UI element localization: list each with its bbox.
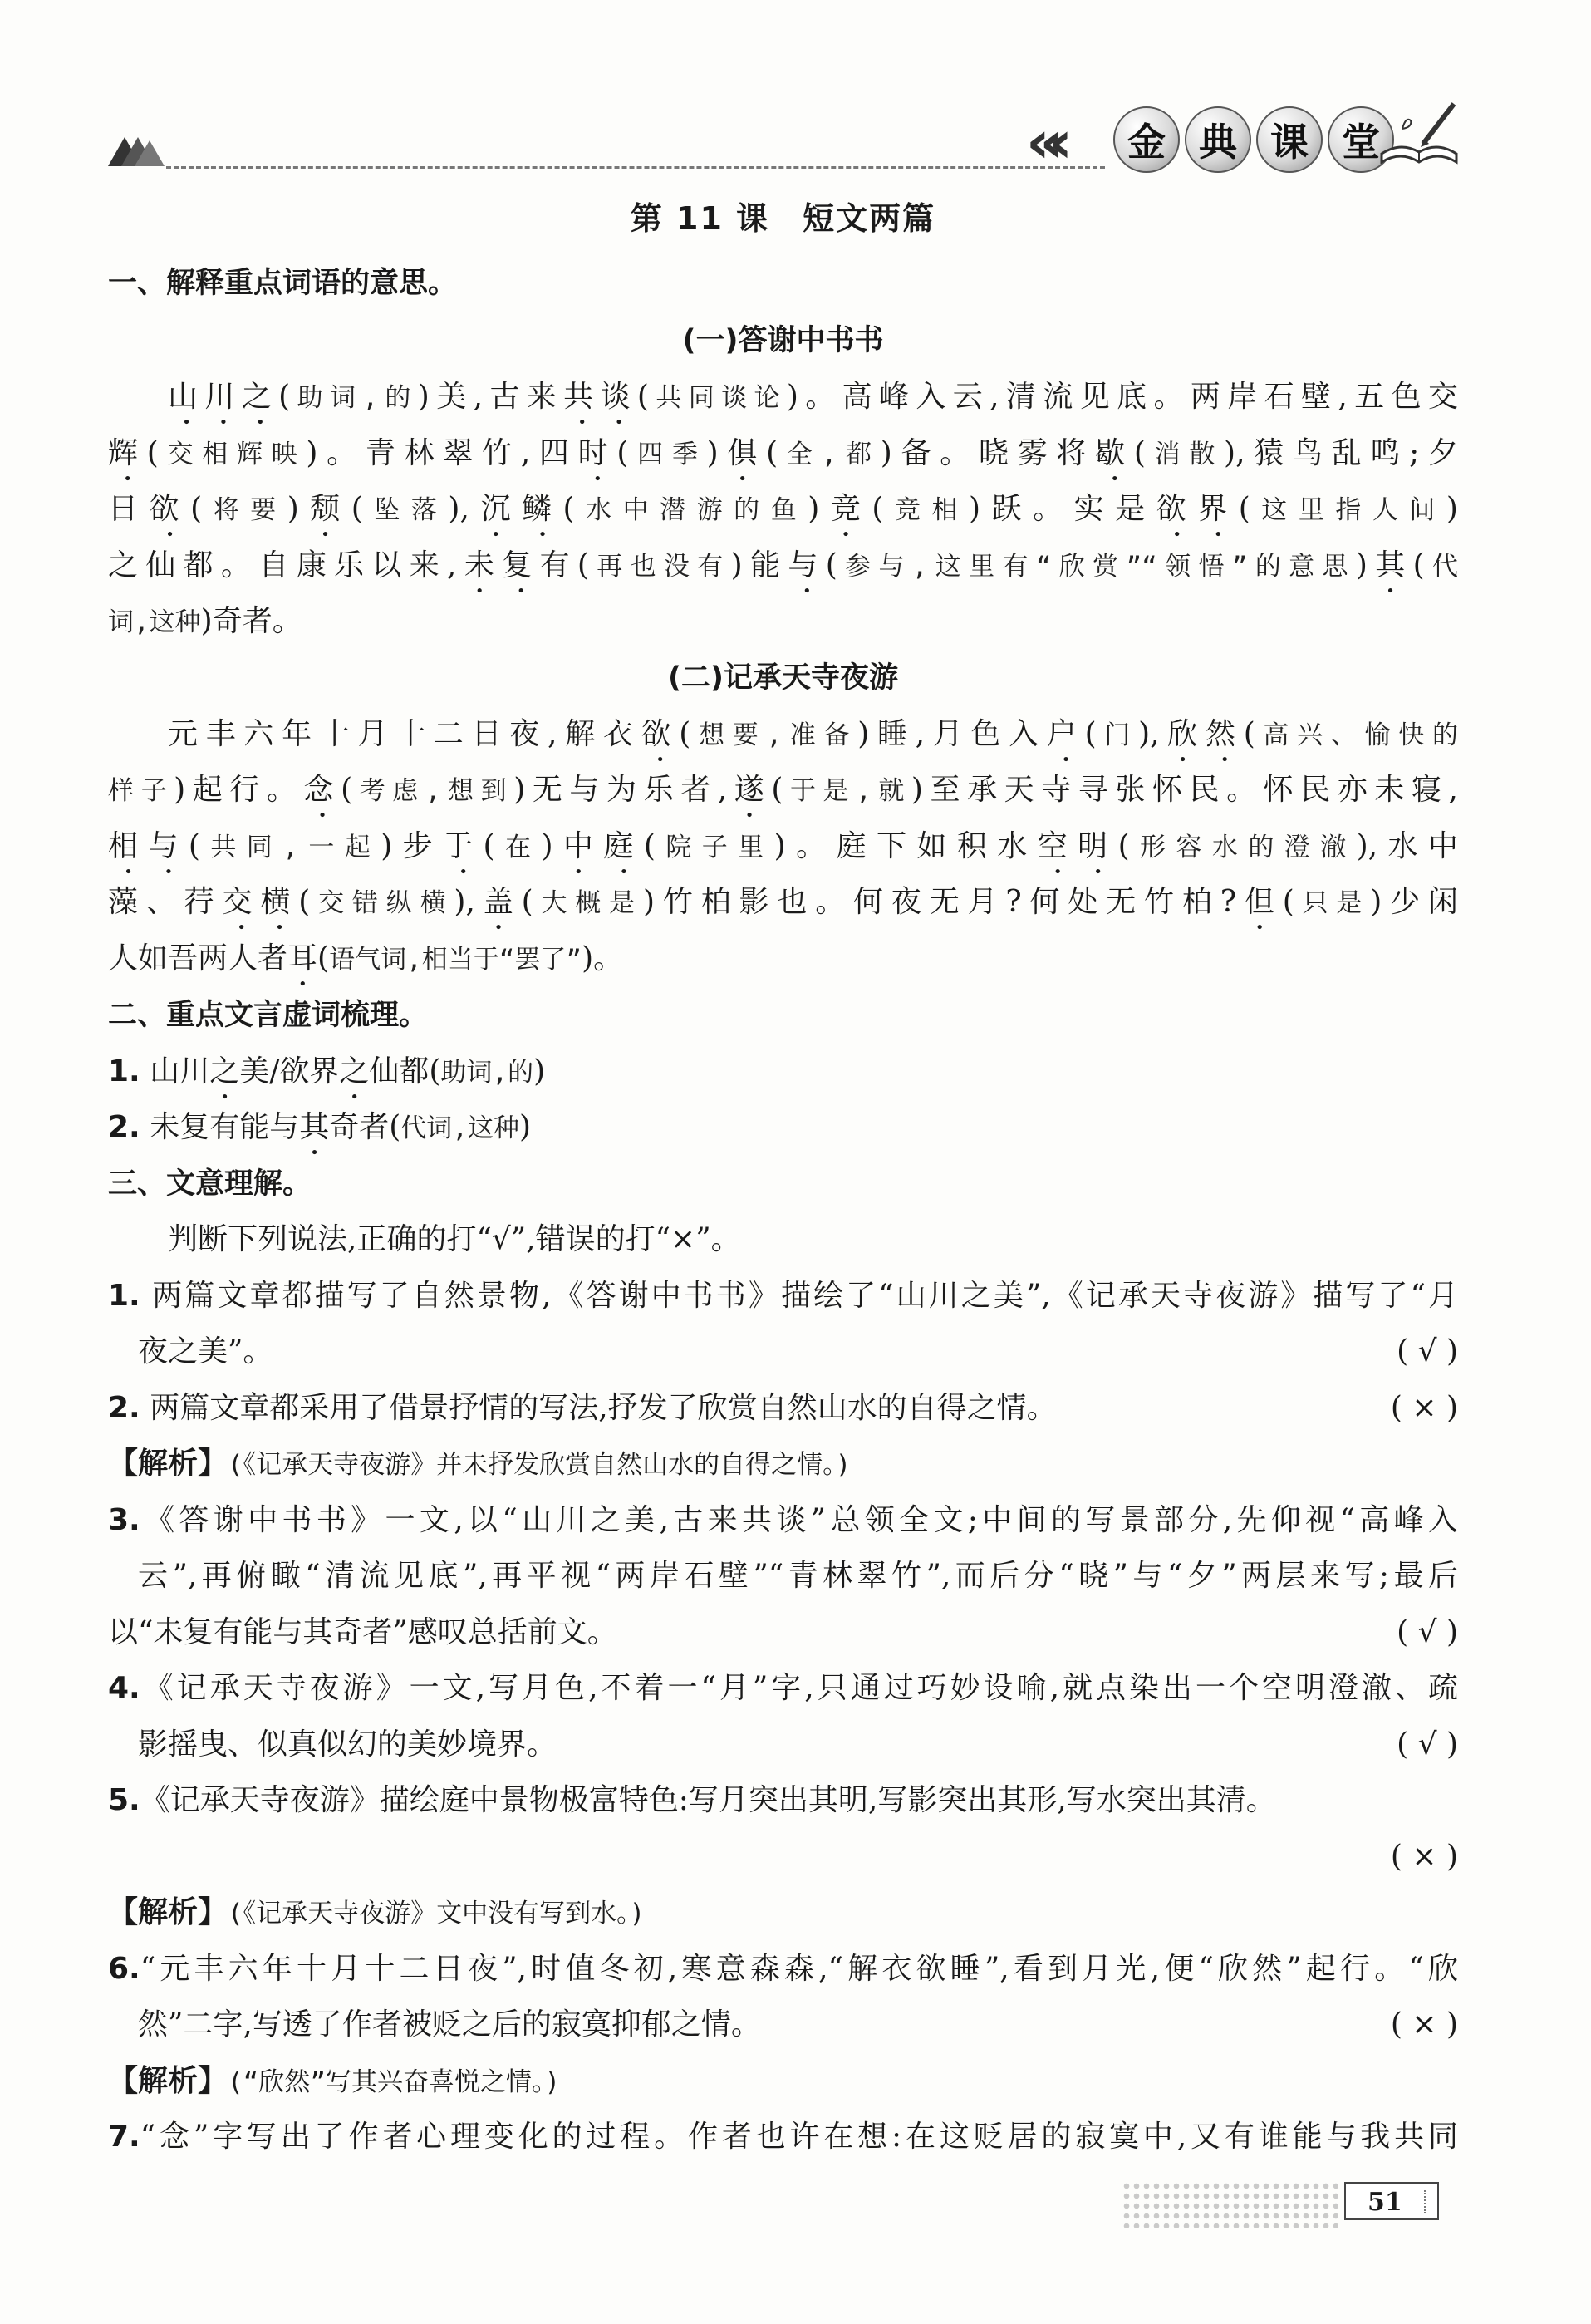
- text: )睡,月色入: [857, 717, 1047, 751]
- term: 山川: [168, 380, 242, 414]
- answer: 将要: [202, 495, 287, 525]
- text: )竹柏影也。何夜无月?何处无竹柏?: [642, 885, 1237, 919]
- passage2-line: [108, 826, 1458, 881]
- text: )奇者。: [200, 604, 302, 638]
- text: ): [287, 492, 299, 526]
- text: 美/欲界: [239, 1054, 340, 1088]
- analysis-tag: 【解析】: [108, 1895, 228, 1929]
- brand-badge: 典: [1185, 106, 1251, 173]
- text: )。: [582, 941, 624, 975]
- term: 交横: [222, 885, 299, 919]
- text: (: [872, 492, 884, 526]
- text: )备。晓雾将: [880, 436, 1096, 470]
- text: (: [1412, 548, 1425, 582]
- passage1-line: [108, 601, 1458, 643]
- brand-badges: [1113, 106, 1394, 173]
- term: 欣然: [1159, 717, 1244, 751]
- term: 中庭: [552, 829, 644, 863]
- text: 日: [108, 492, 150, 526]
- text: 仙都(: [369, 1054, 441, 1088]
- text: ): [533, 1054, 546, 1088]
- term: 之: [241, 380, 279, 414]
- text: )。青林翠竹,四: [306, 436, 578, 470]
- text: 藻、荇: [108, 885, 223, 919]
- answer-mark: ( × ): [1390, 1840, 1458, 1874]
- question: [108, 1780, 1458, 1821]
- answer: 语气词,相当于“罢了”: [329, 945, 582, 975]
- text: )。高峰入云,清流见底。两岸石壁,五色交: [786, 380, 1458, 414]
- text: 人如吾两人者: [108, 941, 288, 975]
- passage2-line: [108, 938, 1458, 993]
- text: (: [643, 829, 656, 863]
- question: [108, 2116, 1458, 2158]
- list-item: [108, 1051, 1458, 1106]
- brand-badge: 金: [1113, 106, 1180, 173]
- lesson-title: 第 11 课 短文两篇: [630, 200, 936, 237]
- text: 《记承天寺夜游》一文,写月色,不着一“月”字,只通过巧妙设喻,就点染出一个空明澄澈、疏: [140, 1671, 1458, 1705]
- answer: 高兴、愉快的: [1255, 720, 1458, 750]
- passage1-line: [108, 433, 1458, 488]
- text: 然”二字,写透了作者被贬之后的寂寞抑郁之情。: [138, 2007, 761, 2041]
- term: 遂: [727, 773, 772, 807]
- text: )少闲: [1370, 885, 1458, 919]
- answer: 坠落: [362, 495, 449, 525]
- passage1-line: [108, 545, 1458, 600]
- question-cont: [108, 1555, 1458, 1597]
- answer: 大概是: [533, 888, 643, 918]
- term: 空明: [1037, 829, 1118, 863]
- answer: 院子里: [655, 833, 774, 862]
- term: 时: [577, 436, 617, 470]
- answer: 助词,的: [290, 383, 418, 413]
- text: ),: [1138, 717, 1160, 751]
- passage2-line: [108, 769, 1458, 824]
- answer: 水中潜游的鱼: [574, 495, 808, 525]
- text: (: [1282, 885, 1294, 919]
- term: 其: [1367, 548, 1413, 582]
- double-chevron-icon: «‹: [1026, 108, 1058, 176]
- text: (: [188, 829, 200, 863]
- text: (: [483, 829, 495, 863]
- question: [108, 1275, 1458, 1317]
- text: (: [278, 380, 291, 414]
- answer: 门: [1096, 720, 1139, 750]
- answer: 再也没有: [588, 552, 731, 582]
- text: (: [1117, 829, 1130, 863]
- text: (: [562, 492, 575, 526]
- text: 两篇文章都描写了自然景物,《答谢中书书》描绘了“山川之美”,《记承天寺夜游》描写了“月: [152, 1279, 1458, 1313]
- question-cont: [108, 1331, 1458, 1373]
- text: (: [298, 885, 311, 919]
- text: (: [351, 492, 363, 526]
- analysis-tag: 【解析】: [108, 1447, 228, 1481]
- answer: 想要,准备: [690, 720, 858, 750]
- question: [108, 1388, 1458, 1429]
- section3-heading: 三、文意理解。: [108, 1167, 312, 1201]
- term: 与: [788, 548, 826, 582]
- text: ),: [454, 885, 475, 919]
- term: 颓: [298, 492, 351, 526]
- term: 之: [339, 1054, 370, 1088]
- answer: 全,都: [778, 440, 881, 469]
- question-cont: [108, 2004, 1458, 2046]
- term: 辉: [108, 436, 147, 470]
- text: 《记承天寺夜游》描绘庭中景物极富特色:写月突出其明,写影突出其形,写水突出其清。: [140, 1783, 1276, 1817]
- answer-mark: ( √ ): [1397, 1615, 1458, 1649]
- section2-heading: 二、重点文言虚词梳理。: [108, 999, 429, 1032]
- answer: 交错纵横: [310, 888, 454, 918]
- analysis-text: (“欣然”写其兴奋喜悦之情。): [228, 2067, 561, 2097]
- answer: 考虑,想到: [352, 776, 514, 806]
- term: 于: [443, 829, 484, 863]
- part1-heading: (一)答谢中书书: [682, 324, 884, 357]
- text: ): [541, 829, 553, 863]
- term: 未复: [456, 548, 540, 582]
- text: (: [190, 492, 203, 526]
- text: 元丰六年十月十二日夜,解衣: [168, 717, 641, 751]
- brand-badge: 堂: [1328, 106, 1394, 173]
- item-number: 2.: [108, 1110, 140, 1144]
- answer-mark: ( × ): [1390, 2007, 1458, 2041]
- question-cont: [108, 1724, 1458, 1766]
- text: 两篇文章都采用了借景抒情的写法,抒发了欣赏自然山水的自得之情。: [150, 1391, 1057, 1425]
- item-number: 3.: [108, 1503, 140, 1537]
- passage1-line: [108, 376, 1458, 431]
- answer: 于是,就: [783, 776, 911, 806]
- text: ),: [448, 492, 469, 526]
- item-number: 4.: [108, 1671, 140, 1705]
- text: )无与为乐者,: [513, 773, 728, 807]
- answer-mark: ( √ ): [1397, 1334, 1458, 1368]
- answer: 样子: [108, 776, 174, 806]
- text: “念”字写出了作者心理变化的过程。作者也许在想:在这贬居的寂寞中,又有谁能与我共同: [140, 2120, 1458, 2154]
- term: 其: [299, 1110, 330, 1144]
- part2-heading: (二)记承天寺夜游: [668, 661, 898, 695]
- text: 有(: [539, 548, 589, 582]
- passage1-line: [108, 489, 1458, 543]
- text: )步: [381, 829, 444, 863]
- answer: 参与,这里有“欣赏”“领悟”的意思: [837, 552, 1356, 582]
- analysis-tag: 【解析】: [108, 2064, 228, 2098]
- term: 盖: [474, 885, 522, 919]
- text: “元丰六年十月十二日夜”,时值冬初,寒意森森,“解衣欲睡”,看到月光,便“欣然”起行。“欣: [140, 1952, 1458, 1986]
- answer: 消散: [1145, 440, 1225, 469]
- answer: 这里指人间: [1250, 495, 1446, 525]
- term: 耳: [287, 941, 318, 975]
- answer: 代: [1424, 552, 1458, 582]
- section1-heading: 一、解释重点词语的意思。: [108, 267, 458, 300]
- text: (: [771, 773, 783, 807]
- analysis: [108, 2061, 1458, 2103]
- text: ): [1446, 492, 1458, 526]
- term: 欲: [641, 717, 680, 751]
- text: 影摇曳、似真似幻的美妙境界。: [138, 1727, 557, 1761]
- term: 之: [209, 1054, 240, 1088]
- footer-dot-pattern: [1122, 2181, 1338, 2228]
- answer: 交相辉映: [158, 440, 307, 469]
- answer: 只是: [1294, 888, 1371, 918]
- text: 奇者(: [329, 1110, 401, 1144]
- page-number: 51: [1344, 2182, 1439, 2220]
- open-book-pencil-icon: [1377, 96, 1461, 170]
- term: 欲: [149, 492, 191, 526]
- item-number: 1.: [108, 1279, 140, 1313]
- passage2-line: [108, 882, 1458, 936]
- text: 《答谢中书书》一文,以“山川之美,古来共谈”总领全文;中间的写景部分,先仰视“高峰入: [140, 1503, 1458, 1537]
- analysis-text: (《记承天寺夜游》并未抒发欣赏自然山水的自得之情。): [228, 1450, 852, 1480]
- term: 竞: [819, 492, 872, 526]
- question: [108, 1500, 1458, 1541]
- term: 相与: [108, 829, 189, 863]
- question: [108, 1668, 1458, 1709]
- answer: 在: [494, 833, 542, 862]
- answer-mark: ( √ ): [1397, 1727, 1458, 1761]
- text: 之仙都。自康乐以来,: [108, 548, 457, 582]
- item-number: 7.: [108, 2120, 140, 2154]
- text: ): [518, 1110, 531, 1144]
- text: 夜之美”。: [138, 1334, 273, 1368]
- text: )跃。实是: [968, 492, 1156, 526]
- answer: 共同,一起: [199, 833, 381, 862]
- text: (: [636, 380, 649, 414]
- text: 云”,再俯瞰“清流见底”,再平视“两岸石壁”“青林翠竹”,而后分“晓”与“夕”两层来写;最后: [138, 1559, 1458, 1593]
- text: 山川: [150, 1054, 210, 1088]
- text: )能: [730, 548, 788, 582]
- question: [108, 1948, 1458, 1990]
- text: (: [341, 773, 353, 807]
- question-cont: [108, 1612, 1458, 1653]
- term: 户: [1046, 717, 1085, 751]
- text: (: [825, 548, 837, 582]
- text: (: [1238, 492, 1250, 526]
- term: 共谈: [563, 380, 637, 414]
- analysis: [108, 1443, 1458, 1486]
- text: ): [808, 492, 820, 526]
- term: 沉鳞: [469, 492, 563, 526]
- text: ),水中: [1356, 829, 1458, 863]
- triangles-icon: [108, 129, 166, 166]
- text: (: [679, 717, 691, 751]
- list-item: [108, 1107, 1458, 1162]
- text: )。庭下如积水: [773, 829, 1038, 863]
- page-header: [108, 100, 1458, 199]
- item-number: 5.: [108, 1783, 140, 1817]
- text: (: [521, 885, 533, 919]
- analysis: [108, 1892, 1458, 1934]
- text: 以“未复有能与其奇者”感叹总括前文。: [108, 1615, 617, 1649]
- text: (: [146, 436, 159, 470]
- text: (: [1084, 717, 1097, 751]
- term: 欲界: [1156, 492, 1239, 526]
- passage2-line: [108, 714, 1458, 769]
- term: 俱: [718, 436, 767, 470]
- text: ),猿鸟乱鸣;夕: [1224, 436, 1458, 470]
- term: 念: [303, 773, 341, 807]
- instruction: 判断下列说法,正确的打“√”,错误的打“×”。: [168, 1222, 741, 1256]
- text: (: [1243, 717, 1255, 751]
- answer: 竞相: [883, 495, 969, 525]
- answer: 四季: [628, 440, 707, 469]
- item-number: 2.: [108, 1391, 140, 1425]
- text: ): [1355, 548, 1368, 582]
- text: )美,古来: [417, 380, 564, 414]
- analysis-text: (《记承天寺夜游》文中没有写到水。): [228, 1899, 646, 1928]
- text: )至承天寺寻张怀民。怀民亦未寝,: [911, 773, 1458, 807]
- answer: 共同谈论: [648, 383, 787, 413]
- answer: 助词,的: [440, 1058, 534, 1088]
- answer: 代词,这种: [400, 1113, 519, 1143]
- text: )起行。: [174, 773, 304, 807]
- term: 但: [1236, 885, 1283, 919]
- text: (: [616, 436, 629, 470]
- item-number: 6.: [108, 1952, 140, 1986]
- brand-badge: 课: [1256, 106, 1323, 173]
- answer: 词,这种: [108, 607, 201, 637]
- text: (: [766, 436, 778, 470]
- text: (: [1133, 436, 1146, 470]
- answer: 形容水的澄澈: [1129, 833, 1357, 862]
- term: 歇: [1095, 436, 1134, 470]
- item-number: 1.: [108, 1054, 140, 1088]
- text: 未复有能与: [150, 1110, 300, 1144]
- text: ): [706, 436, 719, 470]
- text: (: [317, 941, 330, 975]
- answer-mark: ( × ): [1390, 1391, 1458, 1425]
- header-dashed-rule: [166, 166, 1105, 169]
